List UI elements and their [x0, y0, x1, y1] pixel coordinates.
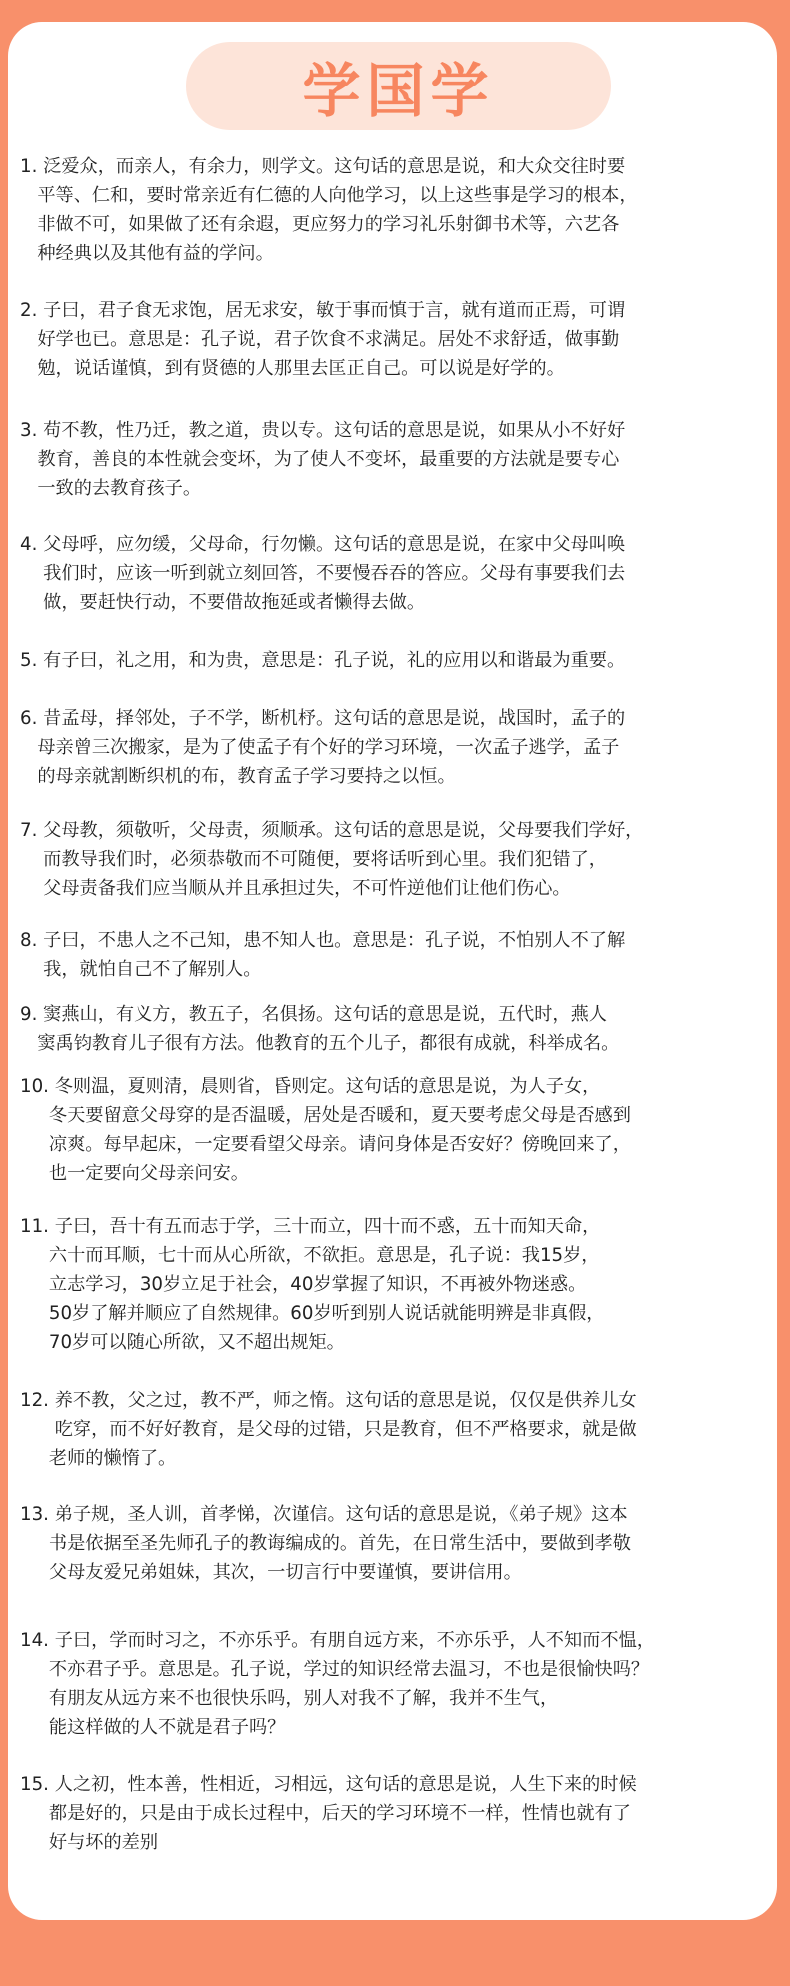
item-line: 的母亲就割断织机的布，教育孟子学习要持之以恒。	[20, 766, 456, 787]
title-banner	[186, 42, 611, 130]
item-line: 4. 父母呼，应勿缓，父母命，行勿懒。这句话的意思是说，在家中父母叫唤	[20, 534, 626, 555]
item-line: 不亦君子乎。意思是。孔子说，学过的知识经常去温习，不也是很愉快吗？	[20, 1659, 650, 1680]
item-line: 12. 养不教，父之过，教不严，师之惰。这句话的意思是说，仅仅是供养儿女	[20, 1390, 637, 1411]
item-line: 13. 弟子规，圣人训，首孝悌，次谨信。这句话的意思是说，《弟子规》这本	[20, 1504, 628, 1525]
item-line: 平等、仁和，要时常亲近有仁德的人向他学习，以上这些事是学习的根本，	[20, 185, 638, 206]
item-line: 14. 子曰，学而时习之，不亦乐乎。有朋自远方来，不亦乐乎，人不知而不愠，	[20, 1630, 655, 1651]
item-line: 2. 子曰，君子食无求饱，居无求安，敏于事而慎于言，就有道而正焉，可谓	[20, 300, 626, 321]
item-line: 而教导我们时，必须恭敬而不可随便，要将话听到心里。我们犯错了，	[20, 849, 607, 870]
item-line: 1. 泛爱众，而亲人，有余力，则学文。这句话的意思是说，和大众交往时要	[20, 156, 626, 177]
item-line: 一致的去教育孩子。	[20, 478, 202, 499]
item-line: 也一定要向父母亲问安。	[20, 1163, 249, 1184]
item-line: 11. 子曰，吾十有五而志于学，三十而立，四十而不惑，五十而知天命，	[20, 1216, 601, 1237]
page-title: 学国学	[302, 57, 495, 125]
item-line: 都是好的，只是由于成长过程中，后天的学习环境不一样，性情也就有了	[20, 1803, 631, 1824]
item-line: 勉，说话谨慎，到有贤德的人那里去匡正自己。可以说是好学的。	[20, 358, 565, 379]
list-item	[20, 1770, 760, 1857]
item-line: 10. 冬则温，夏则清，晨则省，昏则定。这句话的意思是说，为人子女，	[20, 1076, 601, 1097]
list-item	[20, 1212, 760, 1357]
item-line: 50岁了解并顺应了自然规律。60岁听到别人说话就能明辨是非真假，	[20, 1303, 605, 1324]
item-line: 3. 苟不教，性乃迁，教之道，贵以专。这句话的意思是说，如果从小不好好	[20, 420, 626, 441]
item-line: 7. 父母教，须敬听，父母责，须顺承。这句话的意思是说，父母要我们学好，	[20, 820, 644, 841]
item-line: 我，就怕自己不了解别人。	[20, 959, 262, 980]
list-item	[20, 1626, 760, 1742]
list-item	[20, 416, 760, 503]
list-item	[20, 1000, 760, 1058]
list-item	[20, 646, 760, 675]
item-line: 吃穿，而不好好教育，是父母的过错，只是教育，但不严格要求，就是做	[20, 1419, 637, 1440]
item-line: 六十而耳顺，七十而从心所欲，不欲拒。意思是，孔子说：我15岁，	[20, 1245, 600, 1266]
item-line: 6. 昔孟母，择邻处，子不学，断机杼。这句话的意思是说，战国时，孟子的	[20, 708, 626, 729]
item-line: 父母友爱兄弟姐妹，其次，一切言行中要谨慎，要讲信用。	[20, 1562, 522, 1583]
item-line: 好学也已。意思是：孔子说，君子饮食不求满足。居处不求舒适，做事勤	[20, 329, 620, 350]
item-line: 母亲曾三次搬家，是为了使孟子有个好的学习环境，一次孟子逃学，孟子	[20, 737, 620, 758]
item-line: 窦禹钧教育儿子很有方法。他教育的五个儿子，都很有成就，科举成名。	[20, 1033, 620, 1054]
item-line: 好与坏的差别	[20, 1832, 159, 1853]
item-line: 5. 有子曰，礼之用，和为贵，意思是：孔子说，礼的应用以和谐最为重要。	[20, 650, 626, 671]
item-line: 书是依据至圣先师孔子的教诲编成的。首先，在日常生活中，要做到孝敬	[20, 1533, 631, 1554]
list-item	[20, 1500, 760, 1587]
list-item	[20, 926, 760, 984]
item-line: 冬天要留意父母穿的是否温暖，居处是否暖和，夏天要考虑父母是否感到	[20, 1105, 631, 1126]
list-item	[20, 816, 760, 903]
item-line: 老师的懒惰了。	[20, 1448, 177, 1469]
item-line: 70岁可以随心所欲，又不超出规矩。	[20, 1332, 345, 1353]
list-item	[20, 530, 760, 617]
item-line: 教育，善良的本性就会变坏，为了使人不变坏，最重要的方法就是要专心	[20, 449, 620, 470]
item-line: 9. 窦燕山，有义方，教五子，名俱扬。这句话的意思是说，五代时，燕人	[20, 1004, 607, 1025]
list-item	[20, 1072, 760, 1188]
item-line: 非做不可，如果做了还有余遐，更应努力的学习礼乐射御书术等，六艺各	[20, 214, 620, 235]
list-item	[20, 1386, 760, 1473]
item-line: 能这样做的人不就是君子吗？	[20, 1717, 286, 1738]
list-item	[20, 152, 760, 268]
item-line: 立志学习，30岁立足于社会，40岁掌握了知识，不再被外物迷惑。	[20, 1274, 587, 1295]
list-item	[20, 704, 760, 791]
item-line: 15. 人之初，性本善，性相近，习相远，这句话的意思是说，人生下来的时候	[20, 1774, 637, 1795]
item-line: 凉爽。每早起床，一定要看望父母亲。请问身体是否安好？傍晚回来了，	[20, 1134, 631, 1155]
list-item	[20, 296, 760, 383]
item-line: 做，要赶快行动，不要借故拖延或者懒得去做。	[20, 592, 426, 613]
item-line: 父母责备我们应当顺从并且承担过失，不可忤逆他们让他们伤心。	[20, 878, 571, 899]
item-line: 8. 子曰，不患人之不己知，患不知人也。意思是：孔子说，不怕别人不了解	[20, 930, 626, 951]
item-line: 有朋友从远方来不也很快乐吗，别人对我不了解，我并不生气，	[20, 1688, 559, 1709]
item-line: 我们时，应该一听到就立刻回答，不要慢吞吞的答应。父母有事要我们去	[20, 563, 626, 584]
item-line: 种经典以及其他有益的学问。	[20, 243, 274, 264]
